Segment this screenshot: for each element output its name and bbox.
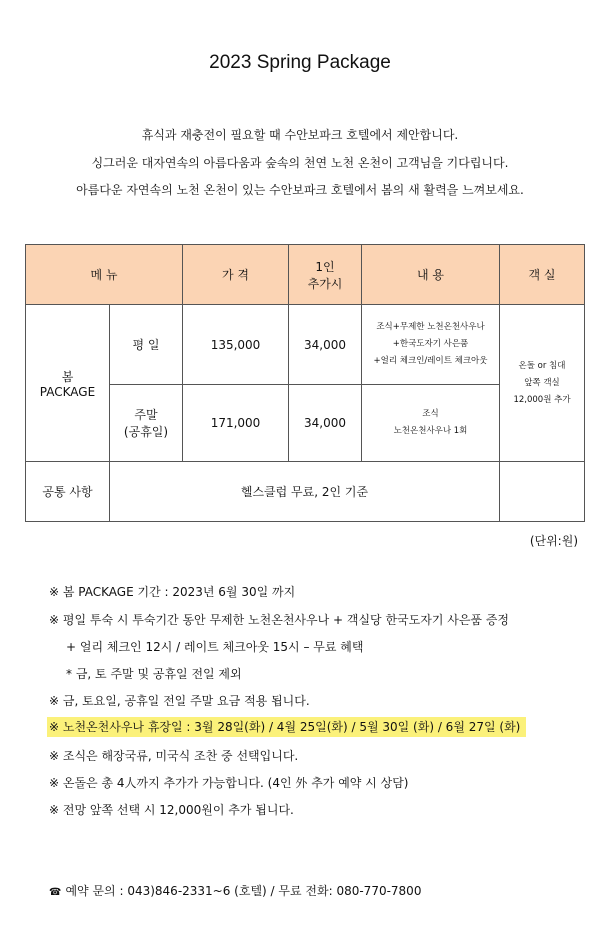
table-row-weekday	[26, 305, 585, 385]
header-content: 내 용	[362, 245, 500, 305]
header-price: 가 격	[183, 245, 289, 305]
package-table	[25, 244, 585, 522]
header-room: 객 실	[500, 245, 585, 305]
note-sauna-closed-highlight: ※ 노천온천사우나 휴장일 : 3월 28일(화) / 4월 25일(화) / 5월 30일 (화) / 6월 27일 (화)	[47, 717, 526, 737]
note-weekday-benefit: ※ 평일 투숙 시 투숙기간 동안 무제한 노천온천사우나 + 객실당 한국도자기 사은품 증정	[49, 613, 510, 627]
note-exclusion: * 금, 토 주말 및 공휴일 전일 제외	[66, 667, 242, 681]
room-line: 온돌 or 침대	[518, 360, 566, 371]
contact-info	[49, 882, 421, 899]
package-name-line2: PACKAGE	[39, 384, 96, 399]
intro-line-1: 휴식과 재충전이 필요할 때 수안보파크 호텔에서 제안합니다.	[141, 128, 459, 142]
weekday-price: 135,000	[183, 305, 289, 385]
weekday-content-line: 조식+무제한 노천온천사우나	[376, 322, 485, 332]
header-menu: 메 뉴	[26, 245, 183, 305]
header-extra-line2: 추가시	[307, 276, 343, 291]
header-extra-line1: 1인	[315, 259, 335, 274]
common-empty-cell	[500, 462, 585, 522]
room-cell	[500, 305, 585, 462]
unit-label: (단위:원)	[529, 534, 578, 548]
intro-line-3: 아름다운 자연속의 노천 온천이 있는 수안보파크 호텔에서 봄의 새 활력을 느껴보세요.	[76, 183, 524, 197]
phone-icon: ☎	[49, 887, 62, 898]
room-line: 12,000원 추가	[513, 394, 571, 405]
weekday-content-line: +한국도자기 사은품	[392, 339, 469, 349]
weekend-content	[362, 385, 500, 462]
weekend-extra: 34,000	[289, 385, 362, 462]
note-weekend-rate: ※ 금, 토요일, 공휴일 전일 주말 요금 적용 됩니다.	[49, 694, 310, 708]
page-title: 2023 Spring Package	[209, 52, 391, 73]
note-breakfast: ※ 조식은 해장국류, 미국식 조찬 중 선택입니다.	[49, 749, 299, 763]
note-checkin-benefit: + 얼리 체크인 12시 / 레이트 체크아웃 15시 – 무료 혜택	[66, 640, 364, 654]
intro-line-2: 싱그러운 대자연속의 아름다움과 숲속의 천연 노천 온천이 고객님을 기다립니다.	[91, 156, 509, 170]
weekend-label-line1: 주말	[134, 408, 158, 422]
weekend-content-line: 조식	[422, 409, 439, 419]
room-line: 앞쪽 객실	[524, 377, 560, 388]
weekend-label-line2: (공휴일)	[123, 425, 169, 439]
common-value: 헬스클럽 무료, 2인 기준	[110, 462, 500, 522]
header-extra	[289, 245, 362, 305]
weekday-content	[362, 305, 500, 385]
note-ondol: ※ 온돌은 총 4人까지 추가가 가능합니다. (4인 外 추가 예약 시 상담)	[49, 776, 409, 790]
weekend-label	[110, 385, 183, 462]
weekday-extra: 34,000	[289, 305, 362, 385]
package-name-line1: 봄	[61, 369, 74, 384]
weekday-label: 평 일	[110, 305, 183, 385]
note-period: ※ 봄 PACKAGE 기간 : 2023년 6월 30일 까지	[49, 585, 296, 599]
table-header-row	[26, 245, 585, 305]
package-name-cell	[26, 305, 110, 462]
note-view: ※ 전망 앞쪽 선택 시 12,000원이 추가 됩니다.	[49, 803, 294, 817]
common-label: 공통 사항	[26, 462, 110, 522]
weekday-content-line: +얼리 체크인/레이트 체크아웃	[373, 356, 488, 366]
contact-text: 예약 문의 : 043)846-2331~6 (호텔) / 무료 전화: 080-770-7800	[65, 884, 422, 898]
weekend-price: 171,000	[183, 385, 289, 462]
table-row-common	[26, 462, 585, 522]
weekend-content-line: 노천온천사우나 1회	[393, 426, 468, 436]
